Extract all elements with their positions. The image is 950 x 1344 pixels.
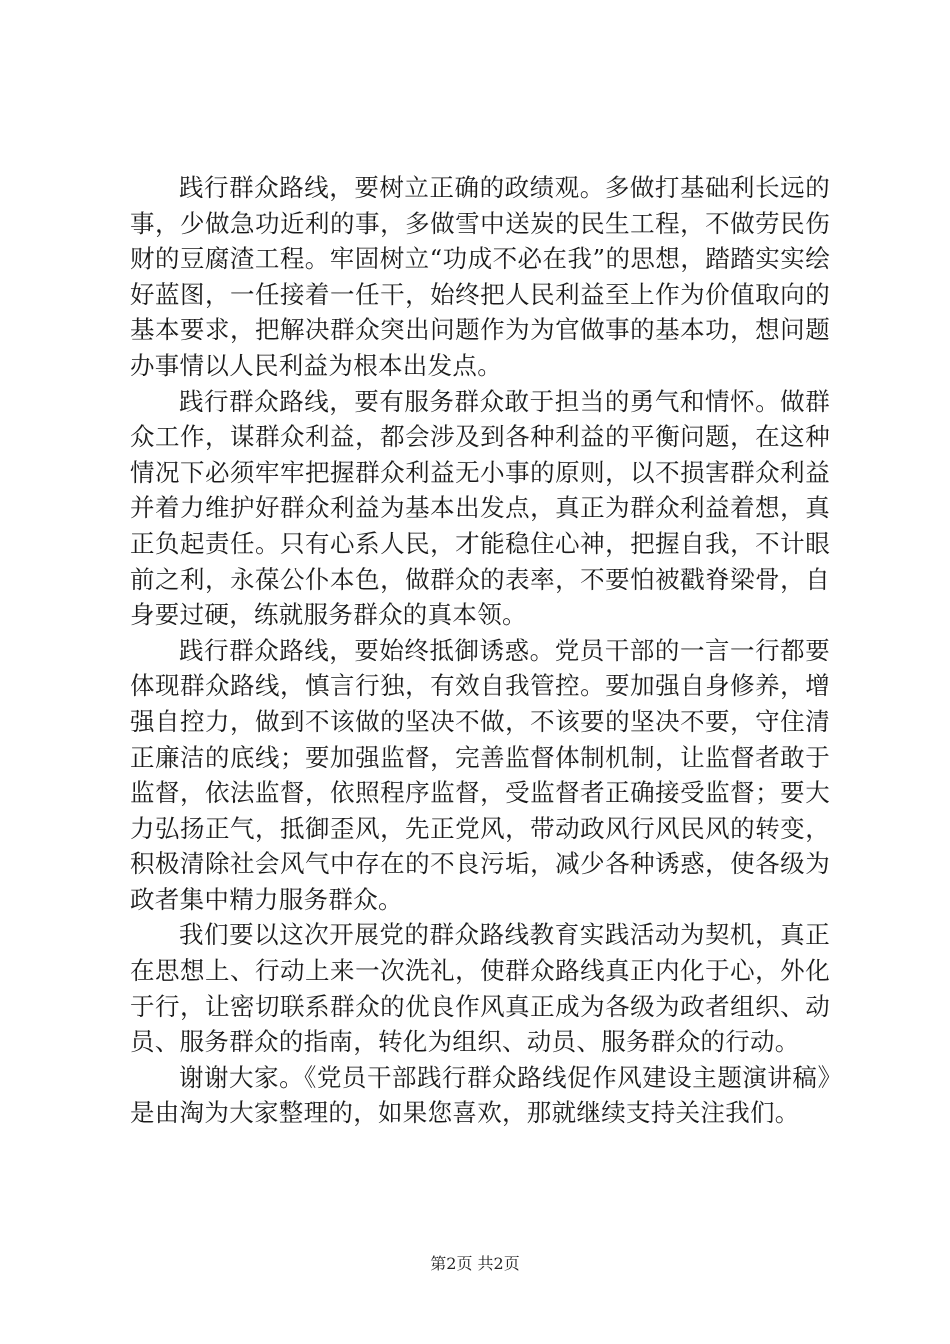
page-number-footer: 第2页 共2页 [430,1254,520,1273]
paragraph: 践行群众路线，要有服务群众敢于担当的勇气和情怀。做群众工作，谋群众利益，都会涉及到各种利益的平衡问题，在这种情况下必须牢牢把握群众利益无小事的原则，以不损害群众利益并着力维护好群众利益为基本出发点，真正为群众利益着想，真正负起责任。只有心系人民，才能稳住心神，把握自我，不计眼前之利，永葆公仆本色，做群众的表率，不要怕被戳脊梁骨，自身要过硬，练就服务群众的真本领。 [130,386,830,630]
paragraph: 践行群众路线，要始终抵御诱惑。党员干部的一言一行都要体现群众路线，慎言行独，有效自我管控。要加强自身修养，增强自控力，做到不该做的坚决不做，不该要的坚决不要，守住清正廉洁的底线；要加强监督，完善监督体制机制，让监督者敢于监督，依法监督，依照程序监督，受监督者正确接受监督；要大力弘扬正气，抵御歪风，先正党风，带动政风行风民风的转变，积极清除社会风气中存在的不良污垢，减少各种诱惑，使各级为政者集中精力服务群众。 [130,635,830,914]
paragraph: 谢谢大家。《党员干部践行群众路线促作风建设主题演讲稿》是由淘为大家整理的，如果您喜欢，那就继续支持关注我们。 [130,1062,830,1128]
document-body [130,170,830,1131]
paragraph: 践行群众路线，要树立正确的政绩观。多做打基础利长远的事，少做急功近利的事，多做雪中送炭的民生工程，不做劳民伤财的豆腐渣工程。牢固树立“功成不必在我”的思想，踏踏实实绘好蓝图，一任接着一任干，始终把人民利益至上作为价值取向的基本要求，把解决群众突出问题作为为官做事的基本功，想问题办事情以人民利益为根本出发点。 [130,173,830,380]
paragraph: 我们要以这次开展党的群众路线教育实践活动为契机，真正在思想上、行动上来一次洗礼，使群众路线真正内化于心，外化于行，让密切联系群众的优良作风真正成为各级为政者组织、动员、服务群众的指南，转化为组织、动员、服务群众的行动。 [130,920,830,1057]
